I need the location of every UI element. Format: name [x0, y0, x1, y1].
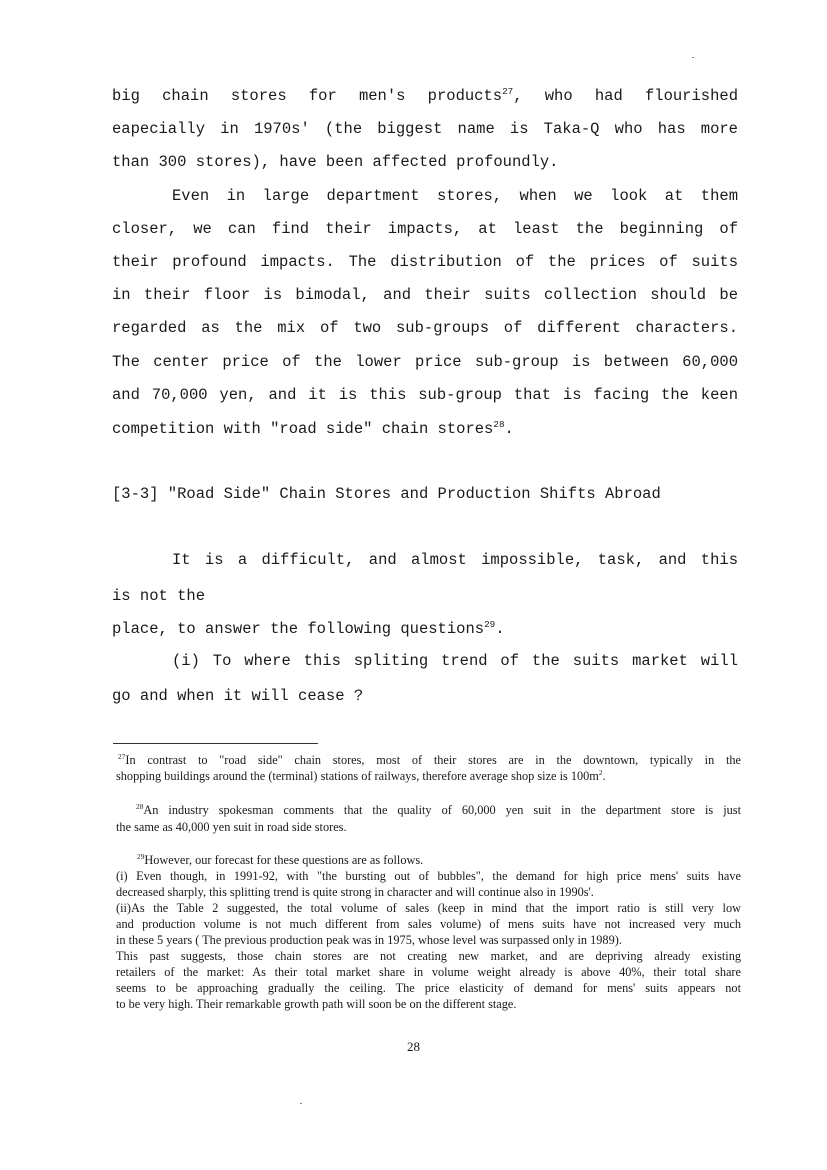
- footnote-mark: 29: [137, 851, 145, 861]
- footnote-29-line: (i) Even though, in 1991-92, with "the bursting out of bubbles", the demand for high price mens' suits have: [116, 869, 741, 883]
- body-line: Even in large department stores, when we look at them: [172, 187, 738, 205]
- body-line: regarded as the mix of two sub-groups of different characters.: [112, 319, 738, 337]
- body-line: competition with "road side" chain stores$^{28}$.: [112, 418, 514, 438]
- scan-speck: [692, 57, 694, 58]
- footnote-29-line: retailers of the market: As their total market share in volume weight already is above 40%, their total share: [116, 965, 741, 979]
- body-line: in their floor is bimodal, and their suits collection should be: [112, 286, 738, 304]
- body-line: and 70,000 yen, and it is this sub-group that is facing the keen: [112, 386, 738, 404]
- footnote-28: $^{28}$An industry spokesman comments that the quality of 60,000 yen suit in the department store is just: [136, 801, 741, 817]
- body-line: The center price of the lower price sub-group is between 60,000: [112, 353, 738, 371]
- body-line: place, to answer the following questions$^{29}$.: [112, 618, 505, 638]
- footnote-27: $^{27}$In contrast to "road side" chain stores, most of their stores are in the downtown, typically in the: [118, 751, 741, 767]
- page-number: 28: [407, 1039, 420, 1054]
- body-line: their profound impacts. The distribution of the prices of suits: [112, 253, 738, 271]
- scan-speck: [300, 1103, 302, 1104]
- body-line: closer, we can find their impacts, at least the beginning of: [112, 220, 738, 238]
- footnote-mark: 27: [118, 751, 126, 761]
- footnote-mark: 28: [136, 801, 144, 811]
- body-line: is not the: [112, 587, 206, 605]
- footnote-29-line: to be very high. Their remarkable growth path will soon be on the different stage.: [116, 997, 517, 1011]
- footnote-29-line: (ii)As the Table 2 suggested, the total volume of sales (keep in mind that the import ratio is still very low: [116, 901, 741, 915]
- section-heading: [3-3] "Road Side" Chain Stores and Production Shifts Abroad: [112, 485, 661, 503]
- body-line: big chain stores for men's products$^{27}$, who had flourished: [112, 85, 738, 105]
- footnote-29-line: This past suggests, those chain stores are not creating new market, and are depriving already existing: [116, 949, 741, 963]
- body-line: It is a difficult, and almost impossible, task, and this: [172, 551, 738, 569]
- footnote-divider: [113, 743, 318, 744]
- footnote-29-line: seems to be approaching gradually the ceiling. The price elasticity of demand for mens' suits appears not: [116, 981, 741, 995]
- body-line: go and when it will cease ?: [112, 687, 364, 705]
- footnote-27-cont: shopping buildings around the (terminal) stations of railways, therefore average shop size is $100m^2$.: [116, 767, 606, 783]
- footnote-29-line: decreased sharply, this splitting trend is quite strong in character and will continue also in 1990s'.: [116, 885, 594, 899]
- footnote-29: $^{29}$However, our forecast for these questions are as follows.: [137, 851, 424, 867]
- footnote-29-line: in these 5 years ( The previous production peak was in 1975, whose level was surpassed only in 1989).: [116, 933, 622, 947]
- body-line: than 300 stores), have been affected profoundly.: [112, 153, 559, 171]
- footnote-28-cont: the same as 40,000 yen suit in road side stores.: [116, 820, 347, 834]
- body-line: eapecially in 1970s' (the biggest name is Taka-Q who has more: [112, 120, 738, 138]
- footnote-29-line: and production volume is not much different from sales volume) of mens suits have not increased very much: [116, 917, 741, 931]
- body-line: (i) To where this spliting trend of the suits market will: [172, 652, 738, 670]
